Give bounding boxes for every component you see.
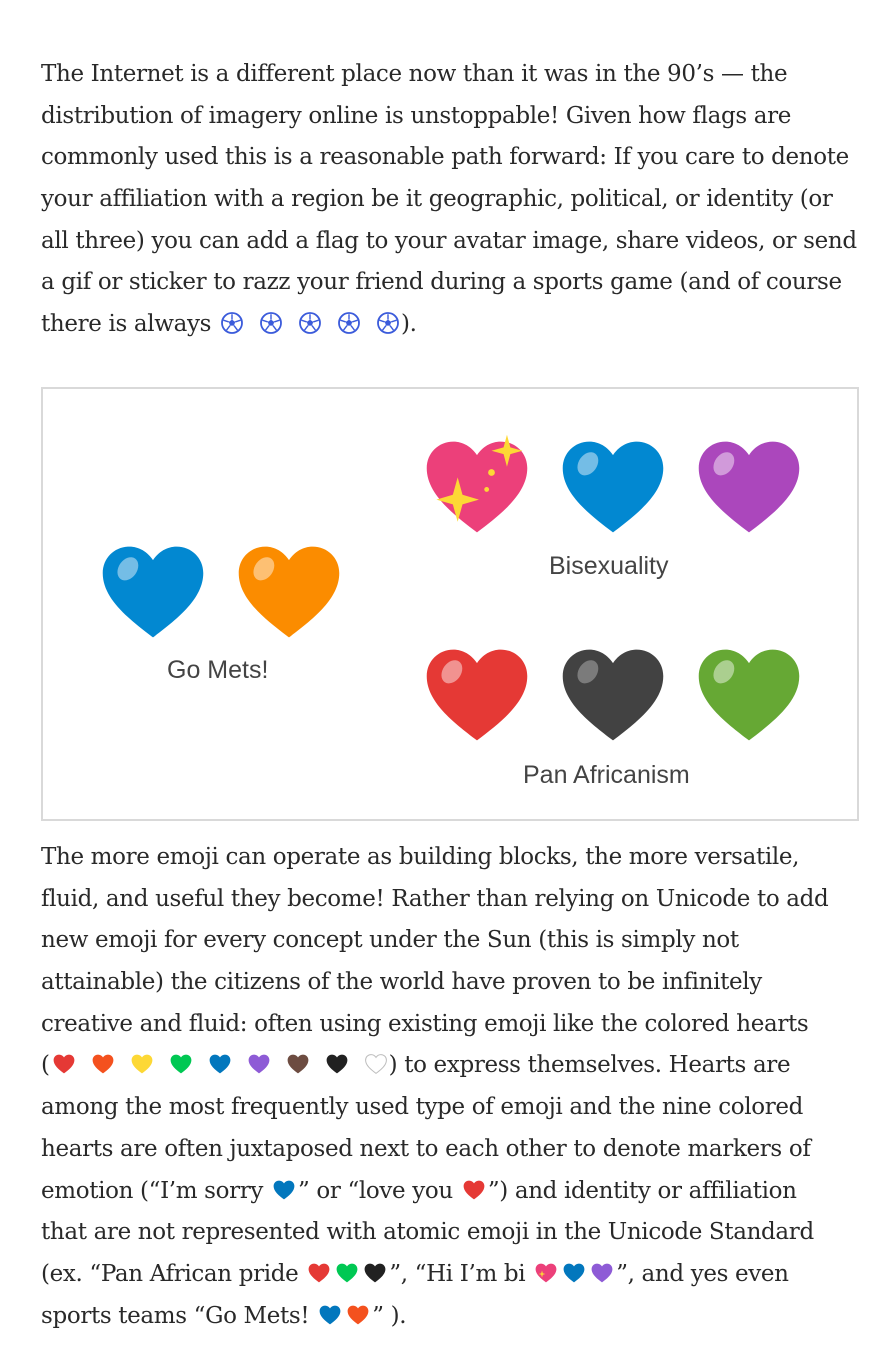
soccer-ball-icon	[298, 311, 322, 335]
text-line: The more emoji can operate as building blocks, the more versatile,	[41, 844, 800, 870]
sparkling-heart-icon	[415, 429, 539, 545]
yellow-heart-icon	[130, 1052, 154, 1076]
red-heart-icon	[52, 1052, 76, 1076]
red-heart-icon	[462, 1178, 486, 1202]
blue-heart-icon	[208, 1052, 232, 1076]
text-line: among the most frequently used type of emoji and the nine colored	[41, 1094, 804, 1121]
text-line: there is always ).	[41, 311, 417, 338]
green-heart-icon	[169, 1052, 193, 1076]
blue-heart-icon	[551, 429, 675, 545]
text-line: hearts are often juxtaposed next to each other to denote markers of	[41, 1135, 811, 1162]
caption-go-mets: Go Mets!	[167, 656, 269, 684]
heart-combinations-figure	[41, 387, 859, 821]
text-line: creative and fluid: often using existing emoji like the colored hearts	[41, 1010, 809, 1037]
blue-heart-icon	[272, 1178, 296, 1202]
text-line: commonly used this is a reasonable path forward: If you care to denote	[41, 144, 849, 171]
purple-heart-icon	[590, 1261, 614, 1285]
soccer-ball-icon	[376, 311, 400, 335]
text-line: a gif or sticker to razz your friend during a sports game (and of course	[41, 269, 842, 296]
text-line: sports teams “Go Mets! ” ).	[41, 1302, 407, 1329]
purple-heart-icon	[687, 429, 811, 545]
text-line: distribution of imagery online is unstoppable! Given how flags are	[41, 102, 792, 129]
caption-pan-africanism: Pan Africanism	[523, 761, 690, 789]
blue-heart-icon	[91, 534, 215, 650]
green-heart-icon	[335, 1261, 359, 1285]
brown-heart-icon	[286, 1052, 310, 1076]
black-heart-icon	[325, 1052, 349, 1076]
orange-heart-icon	[346, 1303, 370, 1327]
text-line: all three) you can add a flag to your avatar image, share videos, or send	[41, 227, 857, 254]
black-heart-icon	[551, 637, 675, 753]
text-line: that are not represented with atomic emoji in the Unicode Standard	[41, 1219, 814, 1246]
text-line: your affiliation with a region be it geographic, political, or identity (or	[41, 186, 833, 213]
text-line: The Internet is a different place now than it was in the 90’s — the	[41, 61, 788, 87]
soccer-ball-icon	[337, 311, 361, 335]
hearts-paragraph	[41, 837, 861, 1337]
text-line: emotion (“I’m sorry ” or “love you ”) and identity or affiliation	[41, 1177, 797, 1204]
caption-bisexuality: Bisexuality	[549, 552, 669, 580]
red-heart-icon	[415, 637, 539, 753]
text-line: ( ) to express themselves. Hearts are	[41, 1052, 791, 1079]
text-line: new emoji for every concept under the Sun (this is simply not	[41, 927, 739, 954]
blue-heart-icon	[318, 1303, 342, 1327]
black-heart-icon	[363, 1261, 387, 1285]
soccer-ball-icon	[259, 311, 283, 335]
red-heart-icon	[307, 1261, 331, 1285]
orange-heart-icon	[91, 1052, 115, 1076]
orange-heart-icon	[227, 534, 351, 650]
sparkling-heart-icon	[534, 1261, 558, 1285]
green-heart-icon	[687, 637, 811, 753]
text-line: attainable) the citizens of the world have proven to be infinitely	[41, 969, 762, 996]
white-heart-icon	[364, 1052, 388, 1076]
soccer-ball-icon	[220, 311, 244, 335]
intro-paragraph	[41, 54, 861, 346]
text-line: fluid, and useful they become! Rather than relying on Unicode to add	[41, 885, 829, 912]
text-line: (ex. “Pan African pride ”, “Hi I’m bi ”, and yes even	[41, 1260, 789, 1287]
purple-heart-icon	[247, 1052, 271, 1076]
blue-heart-icon	[562, 1261, 586, 1285]
